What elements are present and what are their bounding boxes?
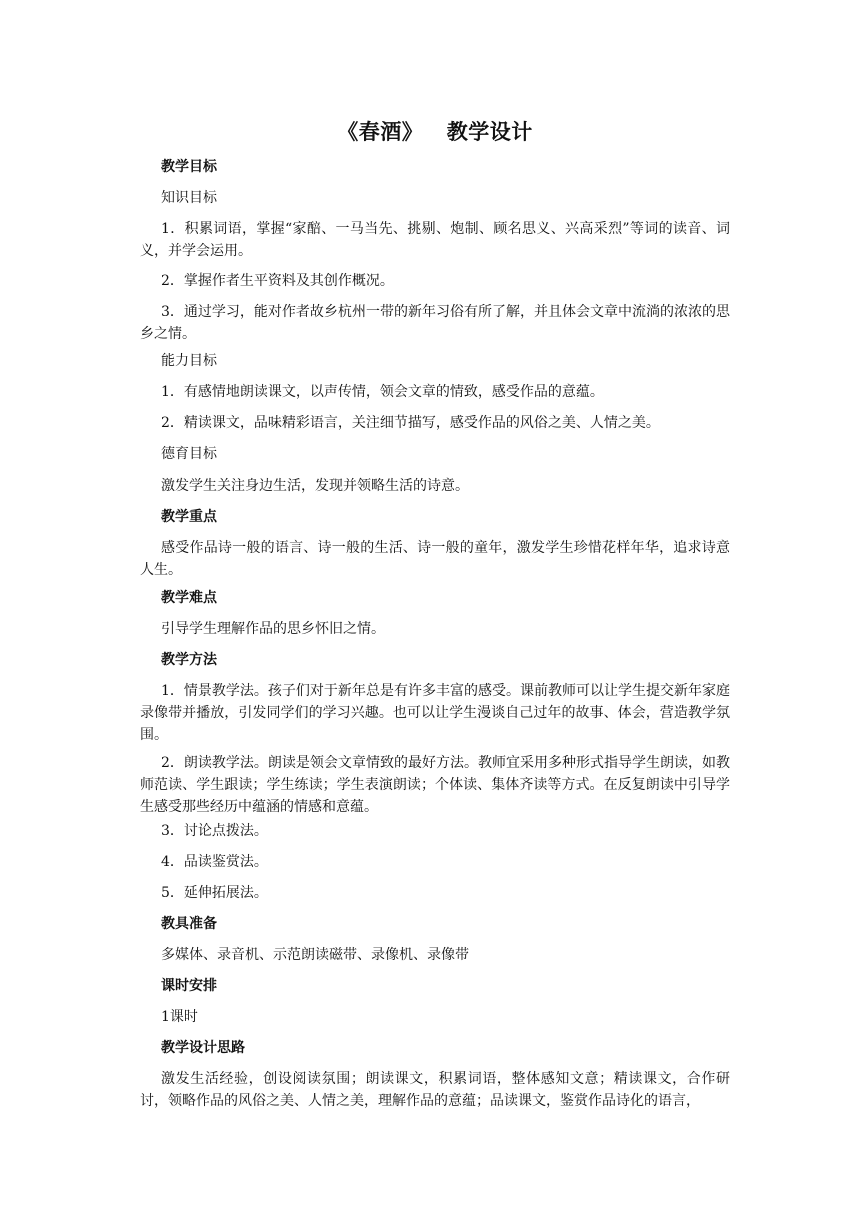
document-title: 《春酒》 教学设计 (337, 120, 533, 144)
heading-teaching-aids: 教具准备 (161, 916, 217, 932)
key-points-text: 感受作品诗一般的语言、诗一般的生活、诗一般的童年，激发学生珍惜花样年华，追求诗意人生。 (140, 540, 730, 578)
heading-class-hours: 课时安排 (161, 978, 217, 994)
ability-goal-2: 2．精读课文，品味精彩语言，关注细节描写，感受作品的风俗之美、人情之美。 (161, 415, 660, 431)
moral-goal-text: 激发学生关注身边生活，发现并领略生活的诗意。 (161, 478, 469, 494)
ability-goal-1: 1．有感情地朗读课文，以声传情，领会文章的情致，感受作品的意蕴。 (161, 384, 604, 400)
knowledge-goal-1: 1．积累词语，掌握“家醅、一马当先、挑剔、炮制、顾名思义、兴高采烈”等词的读音、词义，并学会运用。 (140, 221, 730, 259)
heading-teaching-goals: 教学目标 (161, 159, 217, 175)
teaching-aids-text: 多媒体、录音机、示范朗读磁带、录像机、录像带 (161, 947, 469, 963)
subheading-moral-goals: 德育目标 (161, 446, 217, 462)
difficulties-text: 引导学生理解作品的思乡怀旧之情。 (161, 621, 385, 637)
method-1: 1．情景教学法。孩子们对于新年总是有许多丰富的感受。课前教师可以让学生提交新年家庭录像带并播放，引发同学们的学习兴趣。也可以让学生漫谈自己过年的故事、体会，营造教学氛围。 (140, 683, 730, 743)
method-3: 3．讨论点拨法。 (161, 823, 268, 839)
method-4: 4．品读鉴赏法。 (161, 854, 268, 870)
heading-key-points: 教学重点 (161, 509, 217, 525)
method-5: 5．延伸拓展法。 (161, 885, 268, 901)
heading-design-ideas: 教学设计思路 (161, 1040, 245, 1056)
method-2: 2．朗读教学法。朗读是领会文章情致的最好方法。教师宜采用多种形式指导学生朗读，如教师范读、学生跟读；学生练读；学生表演朗读；个体读、集体齐读等方式。在反复朗读中引导学生感受那些经历中蕴涵的情感和意蕴。 (140, 755, 730, 815)
heading-methods: 教学方法 (161, 652, 217, 668)
knowledge-goal-3: 3．通过学习，能对作者故乡杭州一带的新年习俗有所了解，并且体会文章中流淌的浓浓的思乡之情。 (140, 304, 730, 342)
subheading-ability-goals: 能力目标 (161, 353, 217, 369)
class-hours-text: 1课时 (161, 1009, 198, 1025)
design-ideas-text: 激发生活经验，创设阅读氛围；朗读课文，积累词语，整体感知文意；精读课文，合作研讨，领略作品的风俗之美、人情之美，理解作品的意蕴；品读课文，鉴赏作品诗化的语言， (140, 1071, 730, 1109)
subheading-knowledge-goals: 知识目标 (161, 190, 217, 206)
knowledge-goal-2: 2．掌握作者生平资料及其创作概况。 (161, 273, 394, 289)
heading-difficulties: 教学难点 (161, 590, 217, 606)
